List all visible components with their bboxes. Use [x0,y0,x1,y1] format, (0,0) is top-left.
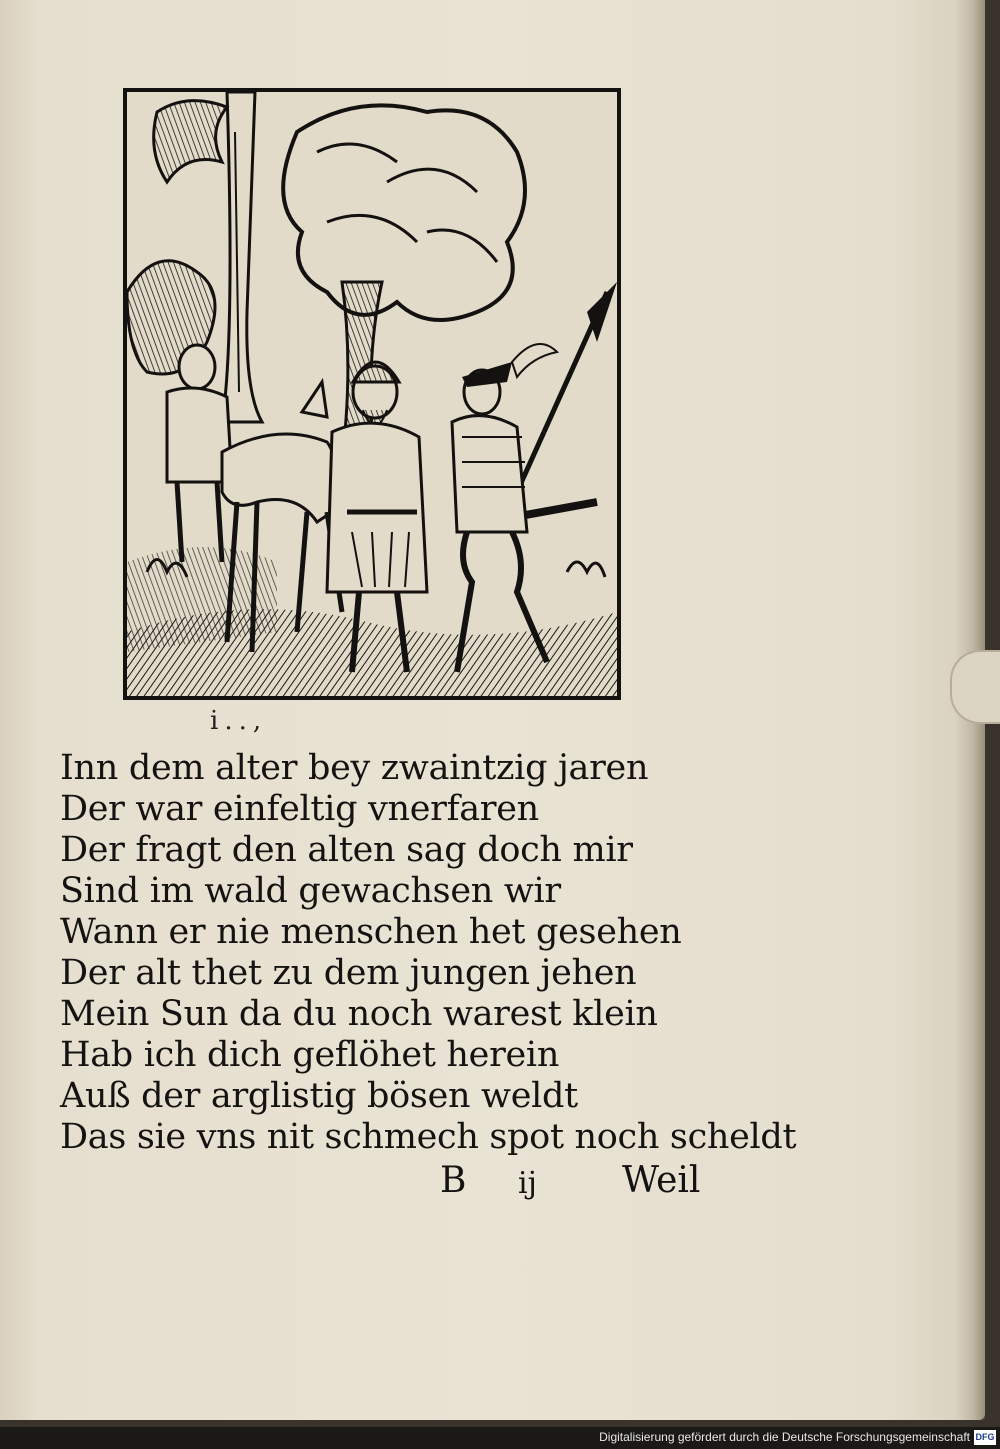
verse-line: Der alt thet zu dem jungen jehen [60,953,637,993]
signature-number: ij [518,1166,537,1201]
verse-line: Sind im wald gewachsen wir [60,871,561,911]
catchword: Weil [622,1160,701,1201]
funding-credit: Digitalisierung gefördert durch die Deutsche Forschungsgemeinschaft [599,1430,970,1444]
verse-line: Das sie vns nit schmech spot noch scheldt [60,1117,797,1157]
verse-line: Der fragt den alten sag doch mir [60,830,633,870]
verse-line: Wann er nie menschen het gesehen [60,912,682,952]
signature-mark: B [440,1160,467,1201]
page-tab [950,650,1000,724]
dfg-logo: DFG [974,1430,996,1445]
woodcut-illustration [123,88,621,700]
verse-line: Inn dem alter bey zwaintzig jaren [60,748,649,788]
verse-line: Der war einfeltig vnerfaren [60,789,539,829]
stray-marks: i.., [210,706,268,736]
verse-line: Auß der arglistig bösen weldt [60,1076,578,1116]
verse-line: Hab ich dich geflöhet herein [60,1035,560,1075]
woodcut-illustration-icon [127,92,617,696]
verse-line: Mein Sun da du noch warest klein [60,994,658,1034]
verse-block [60,748,797,1158]
